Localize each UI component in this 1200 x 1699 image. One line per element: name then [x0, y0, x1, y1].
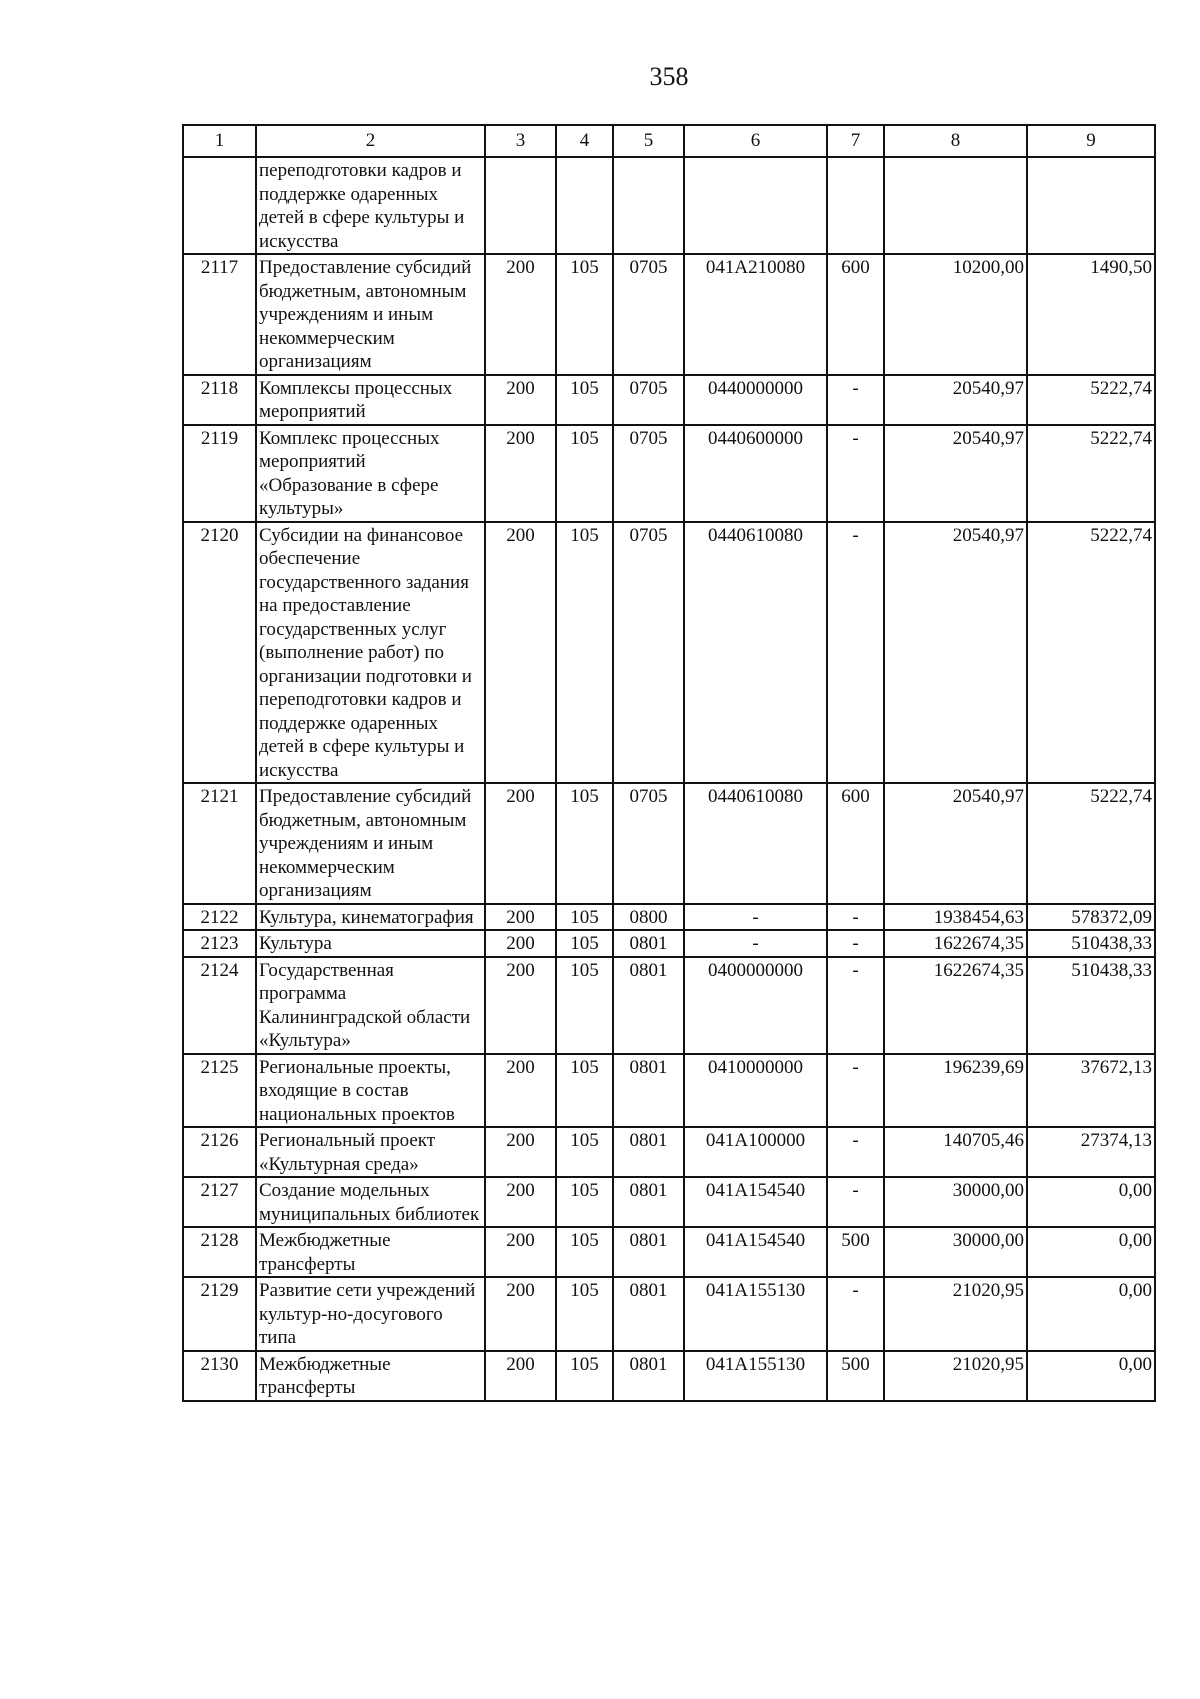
column-header: 2: [256, 125, 485, 157]
row-number-cell: 2124: [183, 957, 256, 1054]
row-name-cell: Региональные проекты, входящие в состав национальных проектов: [256, 1054, 485, 1128]
table-row: [183, 1054, 1155, 1128]
cell-col-9: 0,00: [1027, 1351, 1155, 1401]
cell-col-8: 20540,97: [884, 522, 1027, 784]
row-number-cell: 2122: [183, 904, 256, 931]
cell-col-7: -: [827, 425, 884, 522]
table-row: [183, 904, 1155, 931]
cell-col-7: [827, 157, 884, 254]
cell-col-6: 0440600000: [684, 425, 827, 522]
cell-col-4: 105: [556, 1227, 613, 1277]
cell-col-9: 5222,74: [1027, 522, 1155, 784]
cell-col-8: 196239,69: [884, 1054, 1027, 1128]
cell-col-7: -: [827, 930, 884, 957]
cell-col-7: -: [827, 904, 884, 931]
column-header: 3: [485, 125, 556, 157]
cell-col-8: 1622674,35: [884, 930, 1027, 957]
cell-col-6: [684, 157, 827, 254]
cell-col-9: 27374,13: [1027, 1127, 1155, 1177]
cell-col-8: 20540,97: [884, 425, 1027, 522]
cell-col-9: 1490,50: [1027, 254, 1155, 375]
cell-col-3: 200: [485, 957, 556, 1054]
row-name-cell: переподготовки кадров и поддержке одаренных детей в сфере культуры и искусства: [256, 157, 485, 254]
row-number-cell: 2117: [183, 254, 256, 375]
row-number-cell: 2130: [183, 1351, 256, 1401]
cell-col-5: 0801: [613, 930, 684, 957]
cell-col-8: 140705,46: [884, 1127, 1027, 1177]
cell-col-3: 200: [485, 522, 556, 784]
cell-col-6: 0440610080: [684, 522, 827, 784]
cell-col-3: 200: [485, 904, 556, 931]
cell-col-5: 0705: [613, 254, 684, 375]
row-name-cell: Комплекс процессных мероприятий «Образование в сфере культуры»: [256, 425, 485, 522]
cell-col-5: 0801: [613, 1054, 684, 1128]
cell-col-3: 200: [485, 1227, 556, 1277]
cell-col-6: 0440000000: [684, 375, 827, 425]
row-number-cell: 2121: [183, 783, 256, 904]
cell-col-9: 0,00: [1027, 1227, 1155, 1277]
cell-col-3: 200: [485, 1054, 556, 1128]
table-row: [183, 957, 1155, 1054]
cell-col-4: 105: [556, 425, 613, 522]
cell-col-3: 200: [485, 1277, 556, 1351]
cell-col-3: 200: [485, 425, 556, 522]
row-number-cell: 2125: [183, 1054, 256, 1128]
cell-col-6: 041A155130: [684, 1351, 827, 1401]
table-row: [183, 1277, 1155, 1351]
cell-col-9: 510438,33: [1027, 957, 1155, 1054]
cell-col-4: 105: [556, 783, 613, 904]
table-row: [183, 375, 1155, 425]
cell-col-5: 0705: [613, 375, 684, 425]
table-row: [183, 1227, 1155, 1277]
cell-col-7: 500: [827, 1227, 884, 1277]
cell-col-6: 041A154540: [684, 1227, 827, 1277]
cell-col-4: 105: [556, 1127, 613, 1177]
cell-col-5: 0801: [613, 957, 684, 1054]
table-row: [183, 1351, 1155, 1401]
column-header: 4: [556, 125, 613, 157]
cell-col-7: -: [827, 1277, 884, 1351]
cell-col-5: 0801: [613, 1127, 684, 1177]
cell-col-9: [1027, 157, 1155, 254]
budget-table: [182, 124, 1156, 1402]
table-row: [183, 930, 1155, 957]
cell-col-6: 041A210080: [684, 254, 827, 375]
row-name-cell: Субсидии на финансовое обеспечение государственного задания на предоставление государственных услуг (выполнение работ) по организации подготовки и переподготовки кадров и поддержке одаренных детей в сфере культуры и искусства: [256, 522, 485, 784]
cell-col-3: 200: [485, 1127, 556, 1177]
cell-col-4: [556, 157, 613, 254]
row-name-cell: Региональный проект «Культурная среда»: [256, 1127, 485, 1177]
cell-col-8: 20540,97: [884, 783, 1027, 904]
cell-col-8: [884, 157, 1027, 254]
cell-col-9: 5222,74: [1027, 375, 1155, 425]
table-row: [183, 254, 1155, 375]
cell-col-8: 20540,97: [884, 375, 1027, 425]
cell-col-3: 200: [485, 1177, 556, 1227]
cell-col-8: 30000,00: [884, 1227, 1027, 1277]
row-number-cell: 2119: [183, 425, 256, 522]
column-header: 8: [884, 125, 1027, 157]
cell-col-3: 200: [485, 783, 556, 904]
table-header-row: [183, 125, 1155, 157]
table-row: [183, 1177, 1155, 1227]
cell-col-7: -: [827, 1127, 884, 1177]
row-name-cell: Межбюджетные трансферты: [256, 1227, 485, 1277]
cell-col-9: 0,00: [1027, 1177, 1155, 1227]
row-name-cell: Межбюджетные трансферты: [256, 1351, 485, 1401]
row-name-cell: Предоставление субсидий бюджетным, автономным учреждениям и иным некоммерческим организациям: [256, 254, 485, 375]
cell-col-7: -: [827, 957, 884, 1054]
row-number-cell: 2123: [183, 930, 256, 957]
row-name-cell: Культура, кинематография: [256, 904, 485, 931]
column-header: 6: [684, 125, 827, 157]
cell-col-7: -: [827, 522, 884, 784]
cell-col-9: 0,00: [1027, 1277, 1155, 1351]
cell-col-5: 0801: [613, 1351, 684, 1401]
cell-col-8: 21020,95: [884, 1277, 1027, 1351]
cell-col-4: 105: [556, 375, 613, 425]
cell-col-5: 0705: [613, 425, 684, 522]
cell-col-7: -: [827, 1177, 884, 1227]
cell-col-4: 105: [556, 1054, 613, 1128]
cell-col-5: 0801: [613, 1177, 684, 1227]
cell-col-3: [485, 157, 556, 254]
cell-col-9: 578372,09: [1027, 904, 1155, 931]
column-header: 5: [613, 125, 684, 157]
row-name-cell: Создание модельных муниципальных библиотек: [256, 1177, 485, 1227]
row-number-cell: 2126: [183, 1127, 256, 1177]
cell-col-3: 200: [485, 375, 556, 425]
cell-col-4: 105: [556, 930, 613, 957]
cell-col-6: -: [684, 904, 827, 931]
cell-col-9: 510438,33: [1027, 930, 1155, 957]
cell-col-4: 105: [556, 1351, 613, 1401]
cell-col-7: 600: [827, 783, 884, 904]
cell-col-4: 105: [556, 522, 613, 784]
cell-col-5: 0801: [613, 1277, 684, 1351]
cell-col-3: 200: [485, 254, 556, 375]
cell-col-8: 21020,95: [884, 1351, 1027, 1401]
cell-col-6: -: [684, 930, 827, 957]
cell-col-8: 1938454,63: [884, 904, 1027, 931]
row-name-cell: Развитие сети учреждений культур-но-досугового типа: [256, 1277, 485, 1351]
table-row: [183, 157, 1155, 254]
row-number-cell: 2120: [183, 522, 256, 784]
cell-col-7: 600: [827, 254, 884, 375]
cell-col-7: 500: [827, 1351, 884, 1401]
cell-col-7: -: [827, 1054, 884, 1128]
table-row: [183, 1127, 1155, 1177]
table-row: [183, 425, 1155, 522]
row-name-cell: Государственная программа Калининградской области «Культура»: [256, 957, 485, 1054]
row-number-cell: 2127: [183, 1177, 256, 1227]
cell-col-5: 0705: [613, 783, 684, 904]
table-row: [183, 522, 1155, 784]
row-number-cell: 2128: [183, 1227, 256, 1277]
cell-col-4: 105: [556, 957, 613, 1054]
cell-col-7: -: [827, 375, 884, 425]
page-number: 358: [649, 62, 689, 91]
cell-col-8: 10200,00: [884, 254, 1027, 375]
row-name-cell: Культура: [256, 930, 485, 957]
cell-col-9: 5222,74: [1027, 783, 1155, 904]
cell-col-4: 105: [556, 1277, 613, 1351]
cell-col-5: 0800: [613, 904, 684, 931]
row-number-cell: [183, 157, 256, 254]
row-number-cell: 2118: [183, 375, 256, 425]
cell-col-3: 200: [485, 930, 556, 957]
cell-col-6: 041A154540: [684, 1177, 827, 1227]
column-header: 7: [827, 125, 884, 157]
cell-col-8: 1622674,35: [884, 957, 1027, 1054]
cell-col-3: 200: [485, 1351, 556, 1401]
cell-col-9: 37672,13: [1027, 1054, 1155, 1128]
cell-col-4: 105: [556, 1177, 613, 1227]
cell-col-6: 041A100000: [684, 1127, 827, 1177]
cell-col-4: 105: [556, 904, 613, 931]
column-header: 9: [1027, 125, 1155, 157]
cell-col-8: 30000,00: [884, 1177, 1027, 1227]
row-name-cell: Предоставление субсидий бюджетным, автономным учреждениям и иным некоммерческим организациям: [256, 783, 485, 904]
cell-col-5: 0801: [613, 1227, 684, 1277]
table-body: [183, 157, 1155, 1401]
cell-col-6: 041A155130: [684, 1277, 827, 1351]
cell-col-4: 105: [556, 254, 613, 375]
row-name-cell: Комплексы процессных мероприятий: [256, 375, 485, 425]
row-number-cell: 2129: [183, 1277, 256, 1351]
cell-col-6: 0410000000: [684, 1054, 827, 1128]
cell-col-5: 0705: [613, 522, 684, 784]
cell-col-6: 0400000000: [684, 957, 827, 1054]
table-row: [183, 783, 1155, 904]
column-header: 1: [183, 125, 256, 157]
cell-col-6: 0440610080: [684, 783, 827, 904]
cell-col-9: 5222,74: [1027, 425, 1155, 522]
cell-col-5: [613, 157, 684, 254]
